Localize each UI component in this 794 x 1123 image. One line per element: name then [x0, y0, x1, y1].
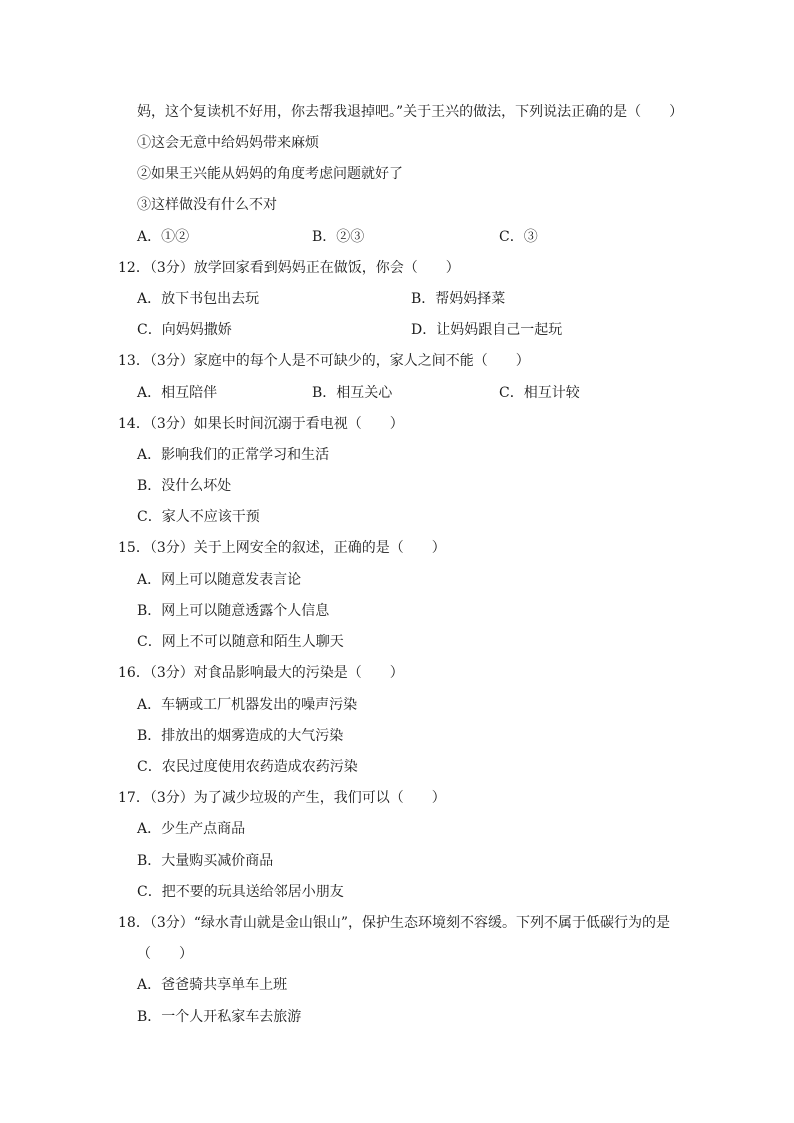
- q17-option-c: C．把不要的玩具送给邻居小朋友: [137, 884, 344, 900]
- statement-1: ①这会无意中给妈妈带来麻烦: [137, 135, 319, 151]
- q11-option-b: B．②③: [312, 229, 365, 245]
- q11-option-c: C．③: [499, 229, 538, 245]
- question-11-text-cont: 妈，这个复读机不好用，你去帮我退掉吧。”关于王兴的做法，下列说法正确的是（ ）: [137, 104, 684, 120]
- q16-option-c: C．农民过度使用农药造成农药污染: [137, 759, 358, 775]
- q13-option-b: B．相互关心: [312, 385, 393, 401]
- question-18-stem-cont: （ ）: [137, 946, 193, 962]
- question-13-stem: 13．（3分）家庭中的每个人是不可缺少的，家人之间不能（ ）: [118, 353, 530, 369]
- question-12-stem: 12．（3分）放学回家看到妈妈正在做饭，你会（ ）: [118, 260, 460, 276]
- question-15-stem: 15．（3分）关于上网安全的叙述，正确的是（ ）: [118, 540, 446, 556]
- q15-option-b: B．网上可以随意透露个人信息: [137, 603, 330, 619]
- question-17-stem: 17．（3分）为了减少垃圾的产生，我们可以（ ）: [118, 790, 446, 806]
- q14-option-c: C．家人不应该干预: [137, 509, 260, 525]
- q17-option-b: B．大量购买减价商品: [137, 853, 274, 869]
- statement-2: ②如果王兴能从妈妈的角度考虑问题就好了: [137, 166, 403, 182]
- q11-option-a: A．①②: [137, 229, 190, 245]
- question-14-stem: 14．（3分）如果长时间沉溺于看电视（ ）: [118, 416, 404, 432]
- q12-option-b: B．帮妈妈择菜: [411, 291, 506, 307]
- q17-option-a: A．少生产点商品: [137, 821, 246, 837]
- statement-3: ③这样做没有什么不对: [137, 197, 277, 213]
- q16-option-b: B．排放出的烟雾造成的大气污染: [137, 728, 344, 744]
- q12-option-c: C．向妈妈撒娇: [137, 322, 232, 338]
- q13-option-a: A．相互陪伴: [137, 385, 218, 401]
- q15-option-c: C．网上不可以随意和陌生人聊天: [137, 634, 344, 650]
- q12-option-a: A．放下书包出去玩: [137, 291, 260, 307]
- q18-option-a: A．爸爸骑共享单车上班: [137, 977, 288, 993]
- q18-option-b: B．一个人开私家车去旅游: [137, 1009, 302, 1025]
- question-18-stem: 18．（3分）“绿水青山就是金山银山”，保护生态环境刻不容缓。下列不属于低碳行为的是: [118, 915, 671, 931]
- q13-option-c: C．相互计较: [499, 385, 580, 401]
- q14-option-a: A．影响我们的正常学习和生活: [137, 447, 330, 463]
- q14-option-b: B．没什么坏处: [137, 478, 232, 494]
- q12-option-d: D．让妈妈跟自己一起玩: [411, 322, 563, 338]
- q16-option-a: A．车辆或工厂机器发出的噪声污染: [137, 697, 358, 713]
- q15-option-a: A．网上可以随意发表言论: [137, 572, 302, 588]
- question-16-stem: 16．（3分）对食品影响最大的污染是（ ）: [118, 665, 404, 681]
